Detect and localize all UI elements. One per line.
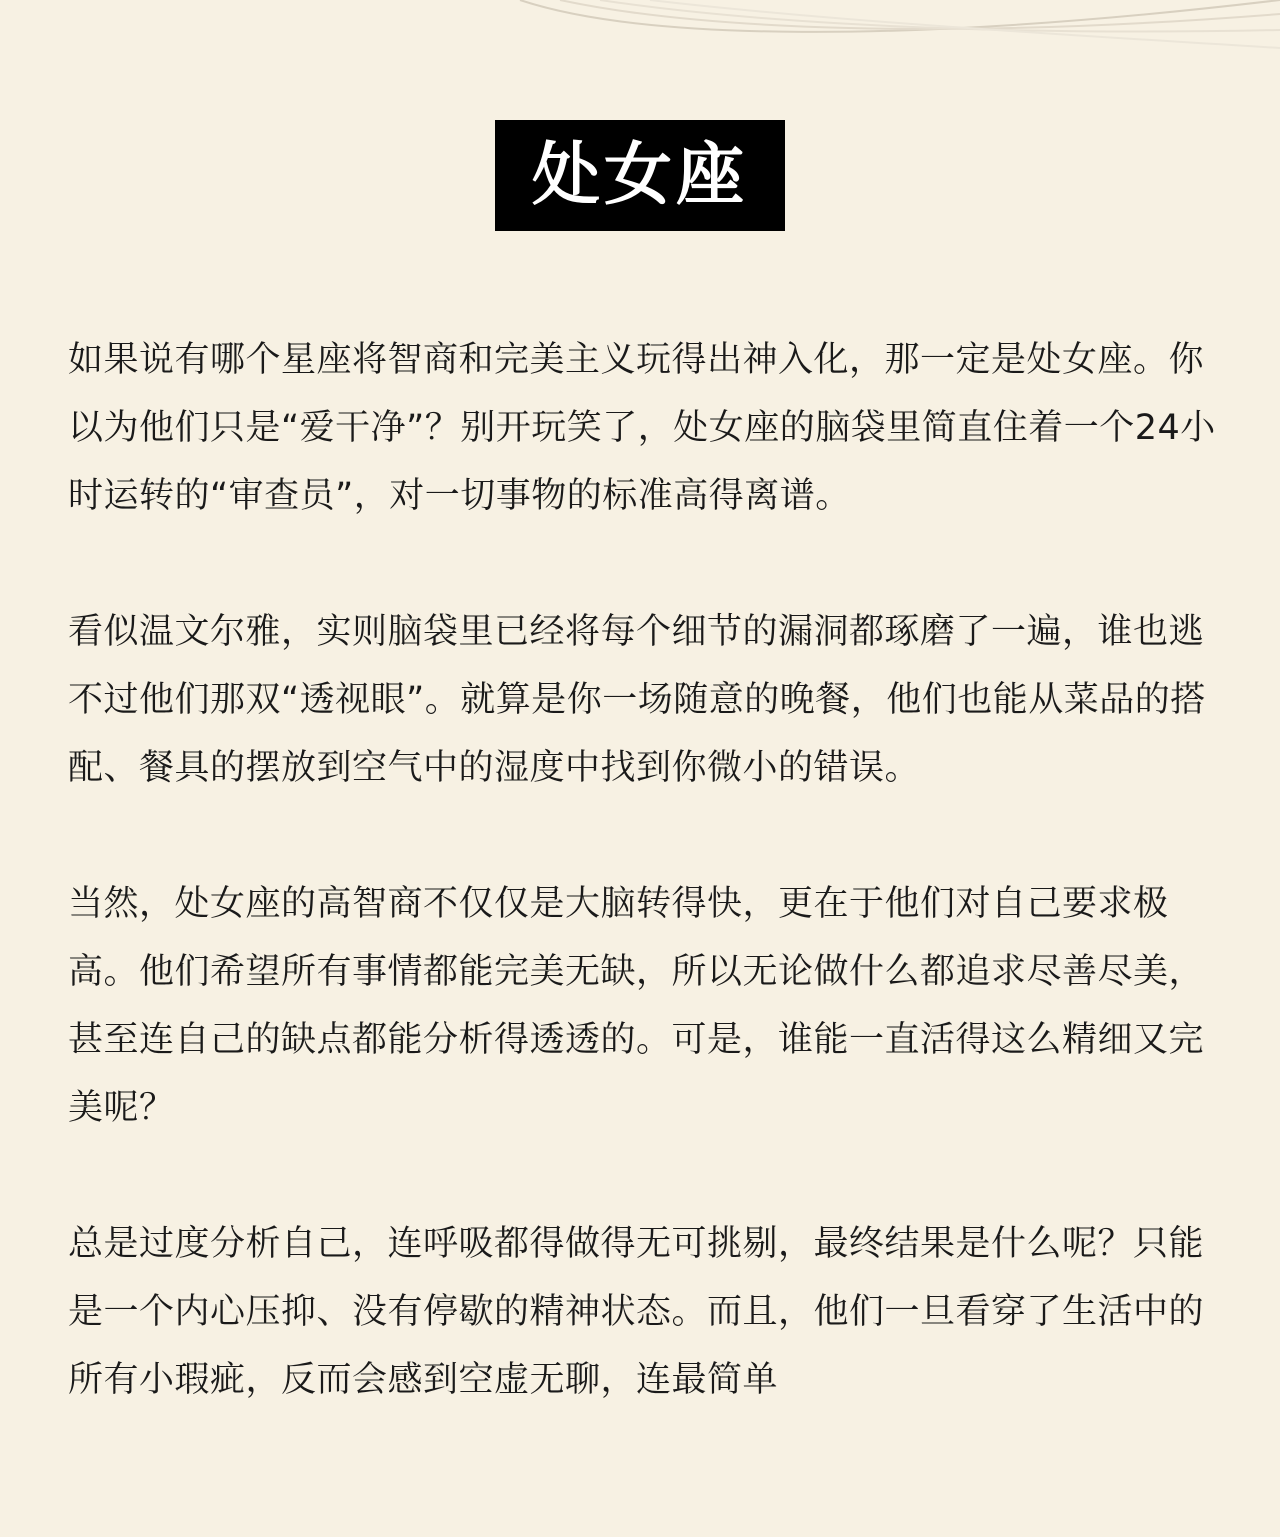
paragraph-4: 总是过度分析自己，连呼吸都得做得无可挑剔，最终结果是什么呢？只能是一个内心压抑、没有停歇的精神状态。而且，他们一旦看穿了生活中的所有小瑕疵，反而会感到空虚无聊，连最简单 [68, 1224, 1205, 1400]
paragraph-1: 如果说有哪个星座将智商和完美主义玩得出神入化，那一定是处女座。你以为他们只是“爱干净”？别开玩笑了，处女座的脑袋里简直住着一个24小时运转的“审查员”，对一切事物的标准高得离谱。 [68, 340, 1216, 516]
title-banner [495, 120, 785, 231]
article-body [68, 326, 1220, 1414]
decorative-curves [0, 0, 1280, 90]
paragraph-2: 看似温文尔雅，实则脑袋里已经将每个细节的漏洞都琢磨了一遍，谁也逃不过他们那双“透视眼”。就算是你一场随意的晚餐，他们也能从菜品的搭配、餐具的摆放到空气中的湿度中找到你微小的错误。 [68, 612, 1206, 788]
page-title: 处女座 [531, 135, 748, 215]
paragraph-3: 当然，处女座的高智商不仅仅是大脑转得快，更在于他们对自己要求极高。他们希望所有事情都能完美无缺，所以无论做什么都追求尽善尽美，甚至连自己的缺点都能分析得透透的。可是，谁能一直活得这么精细又完美呢？ [68, 884, 1205, 1128]
